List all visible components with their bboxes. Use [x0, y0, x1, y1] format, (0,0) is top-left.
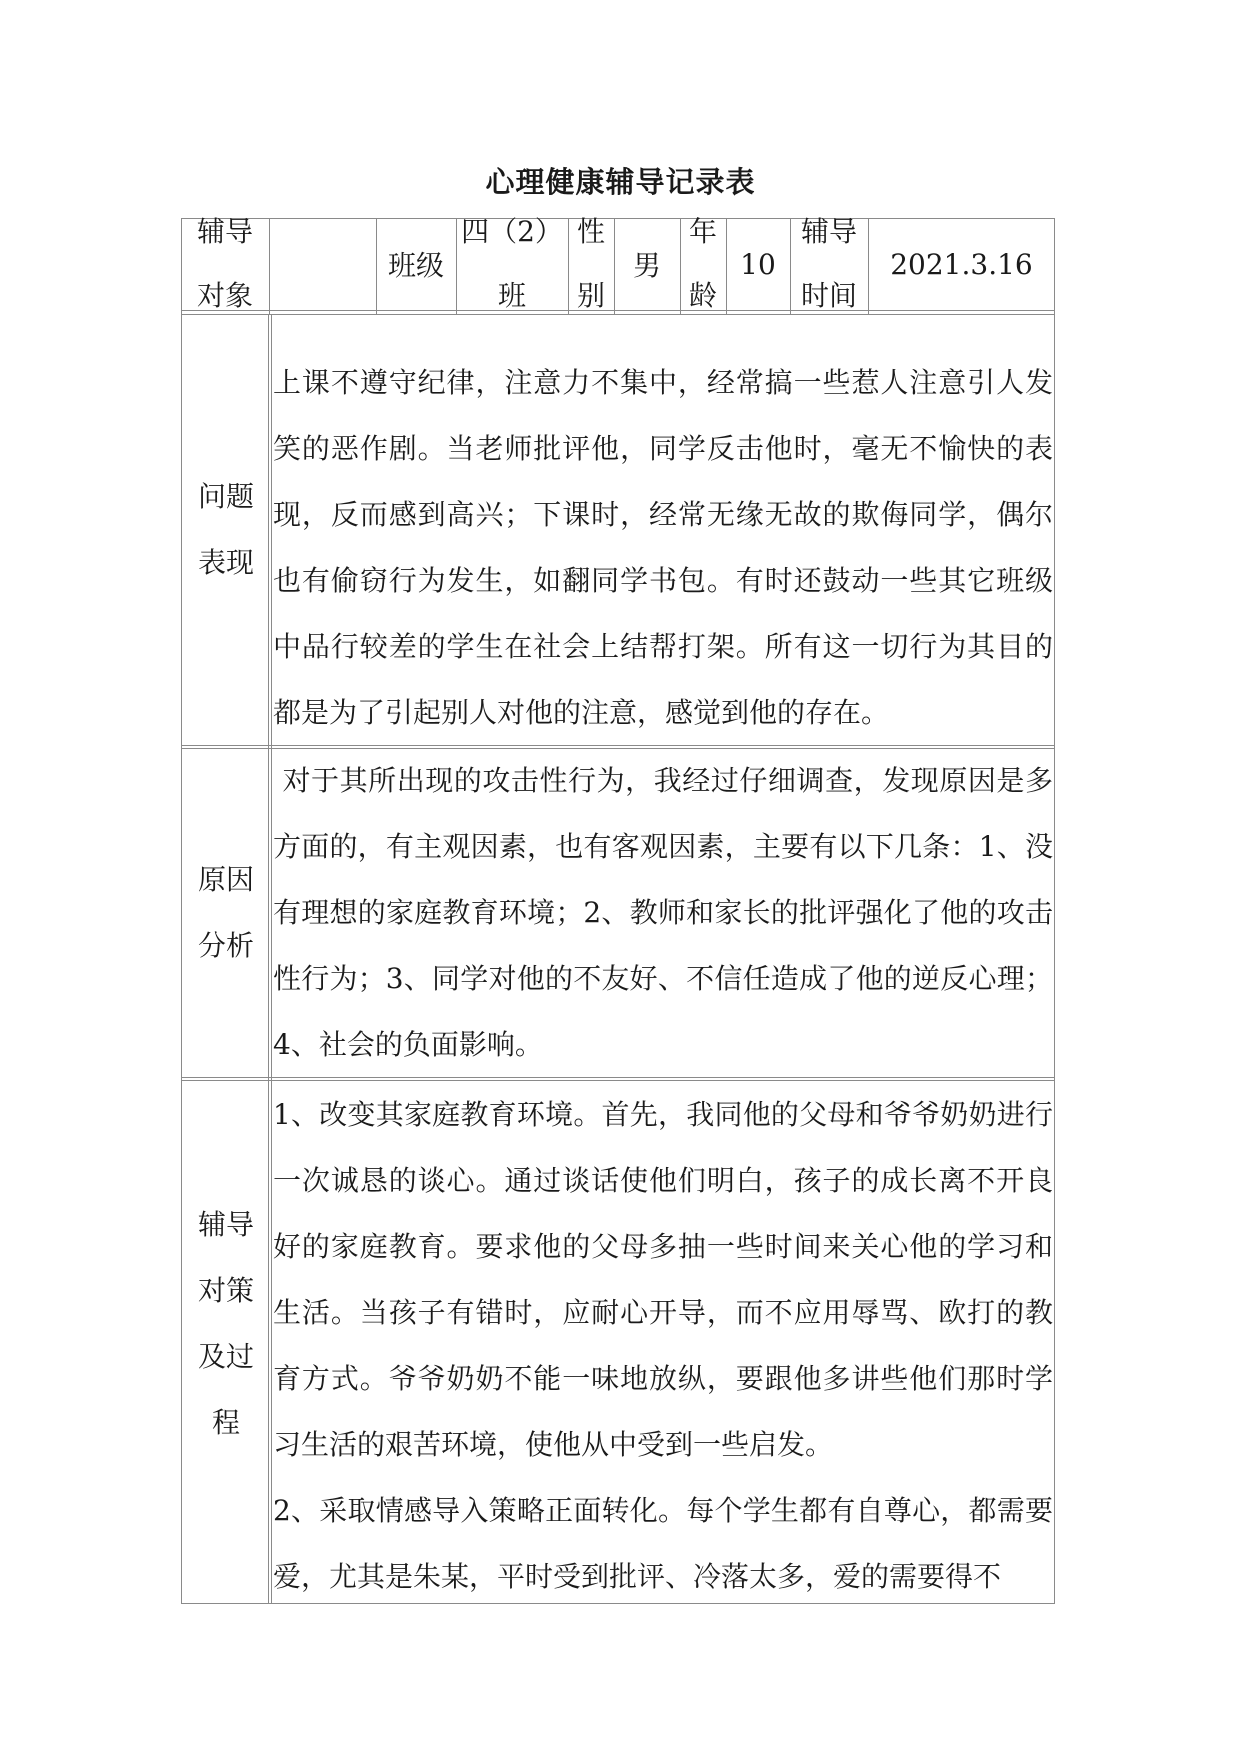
label-line: 年: [688, 215, 717, 248]
label-line: 性: [576, 215, 605, 248]
strategy-label: [183, 1080, 269, 1604]
class-value: [456, 215, 568, 312]
label-line: 程: [211, 1406, 240, 1439]
label-line: 辅导: [196, 215, 253, 248]
value-line: 四（2）: [461, 215, 563, 248]
label-line: 及过: [197, 1340, 254, 1373]
label-line: 辅导: [197, 1208, 254, 1241]
label-line: 对象: [196, 279, 253, 312]
label-line: 时间: [800, 279, 857, 312]
cause-label: [183, 748, 269, 1077]
label-line: 问题: [197, 479, 254, 513]
age-label: [680, 215, 726, 312]
class-label: 班级: [387, 249, 444, 282]
value-line: 班: [497, 279, 526, 312]
label-line: 对策: [197, 1274, 254, 1307]
label-line: 龄: [688, 279, 717, 312]
date-value: 2021.3.16: [890, 247, 1033, 281]
gender-value: 男: [632, 249, 661, 282]
strategy-paragraph: 2、采取情感导入策略正面转化。每个学生都有自尊心，都需要爱，尤其是朱某，平时受到批评、冷落太多，爱的需要得不: [273, 1494, 1053, 1593]
problem-text: 上课不遵守纪律，注意力不集中，经常搞一些惹人注意引人发笑的恶作剧。当老师批评他，同学反击他时，毫无不愉快的表现，反而感到高兴；下课时，经常无缘无故的欺侮同学，偶尔也有偷窃行为发生，如翻同学书包。有时还鼓动一些其它班级中品行较差的学生在社会上结帮打架。所有这一切行为其目的都是为了引起别人对他的注意，感觉到他的存在。: [273, 366, 1053, 729]
cause-text: 对于其所出现的攻击性行为，我经过仔细调查，发现原因是多方面的，有主观因素，也有客观因素，主要有以下几条：1、没有理想的家庭教育环境；2、教师和家长的批评强化了他的攻击性行为；3、同学对他的不友好、不信任造成了他的逆反心理；4、社会的负面影响。: [273, 764, 1053, 1061]
page-title: 心理健康辅导记录表: [485, 165, 756, 199]
label-line: 别: [576, 279, 605, 312]
subject-label: [181, 215, 269, 312]
date-label: [790, 215, 868, 312]
label-line: 表现: [197, 545, 254, 579]
row-divider: [181, 310, 1055, 311]
problem-label: [183, 314, 269, 745]
subject-value: [269, 218, 376, 310]
row-divider: [181, 314, 1055, 315]
age-value: 10: [740, 247, 776, 281]
label-line: 原因: [197, 862, 254, 896]
gender-label: [568, 215, 614, 312]
label-line: 分析: [197, 928, 254, 962]
strategy-paragraph: 1、改变其家庭教育环境。首先，我同他的父母和爷爷奶奶进行一次诚恳的谈心。通过谈话使他们明白，孩子的成长离不开良好的家庭教育。要求他的父母多抽一些时间来关心他的学习和生活。当孩子有错时，应耐心开导，而不应用辱骂、欧打的教育方式。爷爷奶奶不能一味地放纵，要跟他多讲些他们那时学习生活的艰苦环境，使他从中受到一些启发。: [273, 1098, 1053, 1461]
label-line: 辅导: [800, 215, 857, 248]
